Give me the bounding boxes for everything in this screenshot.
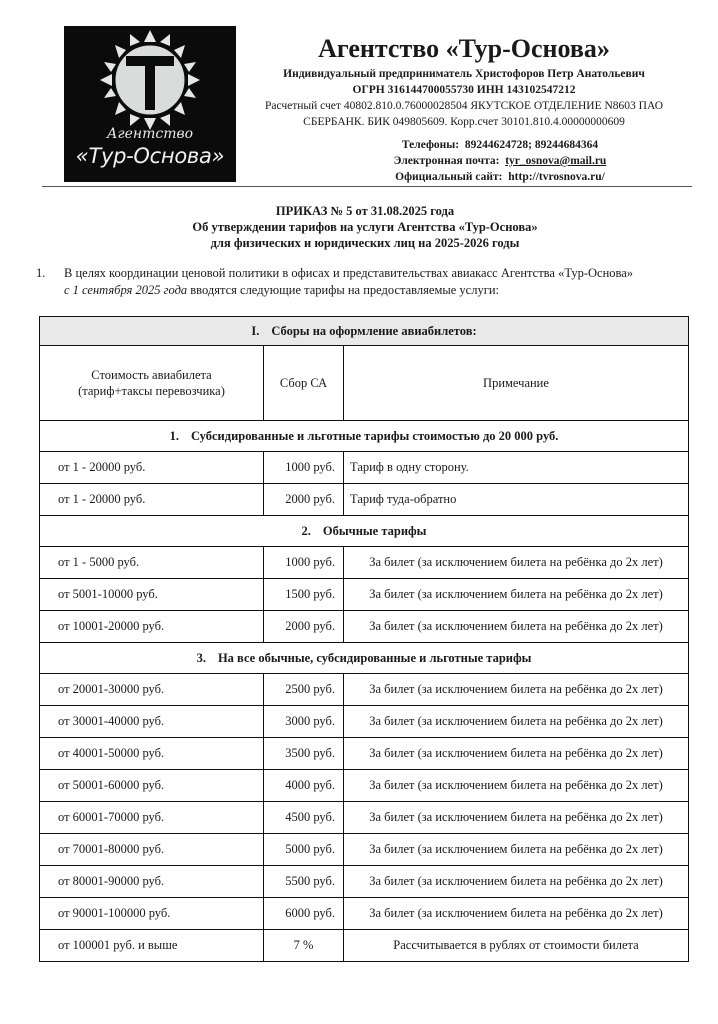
table-title-number: I. <box>251 323 260 338</box>
table-row: от 5001-10000 руб. 1500 руб. За билет (за исключением билета на ребёнка до 2х лет) <box>40 579 689 611</box>
table-row: от 10001-20000 руб. 2000 руб. За билет (за исключением билета на ребёнка до 2х лет) <box>40 611 689 643</box>
table-row: от 90001-100000 руб. 6000 руб. За билет (за исключением билета на ребёнка до 2х лет) <box>40 898 689 930</box>
email-label: Электронная почта: <box>393 155 500 167</box>
phones-label: Телефоны: <box>401 139 460 151</box>
col-header-note: Примечание <box>344 346 689 421</box>
table-row: от 1 - 5000 руб. 1000 руб. За билет (за исключением билета на ребёнка до 2х лет) <box>40 547 689 579</box>
table-row: от 70001-80000 руб. 5000 руб. За билет (за исключением билета на ребёнка до 2х лет) <box>40 834 689 866</box>
table-title-row <box>40 317 689 346</box>
paragraph-line-1: В целях координации ценовой политики в офисах и представительствах авиакасс Агентства «Тур-Основа» <box>64 266 634 280</box>
site-label: Официальный сайт: <box>395 171 503 183</box>
table-row: от 80001-90000 руб. 5500 руб. За билет (за исключением билета на ребёнка до 2х лет) <box>40 866 689 898</box>
phones-line <box>300 137 700 153</box>
table-header-row <box>40 346 689 421</box>
email-link[interactable]: tyr_osnova@mail.ru <box>505 155 607 167</box>
table-row: от 100001 руб. и выше 7 % Рассчитывается в рублях от стоимости билета <box>40 930 689 962</box>
letterhead <box>236 28 692 130</box>
paragraph-number: 1. <box>36 266 46 280</box>
section-row: 3. На все обычные, субсидированные и льготные тарифы <box>40 643 689 674</box>
table-row: от 50001-60000 руб. 4000 руб. За билет (за исключением билета на ребёнка до 2х лет) <box>40 770 689 802</box>
table-row: от 20001-30000 руб. 2500 руб. За билет (за исключением билета на ребёнка до 2х лет) <box>40 674 689 706</box>
sun-t-logo-icon <box>64 26 236 136</box>
table-row: от 1 - 20000 руб. 1000 руб. Тариф в одну сторону. <box>40 452 689 484</box>
order-subtitle-1: Об утверждении тарифов на услуги Агентства «Тур-Основа» <box>192 220 538 234</box>
contacts-block <box>300 137 700 185</box>
order-heading <box>120 203 610 251</box>
table-row: от 60001-70000 руб. 4500 руб. За билет (за исключением билета на ребёнка до 2х лет) <box>40 802 689 834</box>
bank-details-line1: Расчетный счет 40802.810.0.76000028504 ЯКУТСКОЕ ОТДЕЛЕНИЕ N8603 ПАО <box>264 100 664 112</box>
phones-value: 89244624728; 89244684364 <box>464 139 599 151</box>
company-title: Агентство «Тур-Основа» <box>318 34 610 63</box>
company-logo <box>64 26 236 182</box>
ogrn-inn: ОГРН 316144700055730 ИНН 143102547212 <box>352 84 576 96</box>
order-title: ПРИКАЗ № 5 от 31.08.2025 года <box>275 204 455 218</box>
paragraph-line-2: с 1 сентября 2025 года вводятся следующие тарифы на предоставляемые услуги: <box>64 283 499 297</box>
site-link[interactable]: http://tvrosnova.ru/ <box>508 171 605 183</box>
header-divider <box>42 186 692 187</box>
paragraph-text <box>64 265 714 299</box>
col-header-fee: Сбор СА <box>264 346 344 421</box>
table-row: от 1 - 20000 руб. 2000 руб. Тариф туда-обратно <box>40 484 689 516</box>
email-line <box>300 153 700 169</box>
logo-agency-text: Агентство <box>106 126 194 142</box>
section-row: 2. Обычные тарифы <box>40 516 689 547</box>
table-row: от 30001-40000 руб. 3000 руб. За билет (за исключением билета на ребёнка до 2х лет) <box>40 706 689 738</box>
bank-details-line2: СБЕРБАНК. БИК 049805609. Корр.счет 30101.810.4.00000000609 <box>303 116 625 128</box>
fees-table <box>39 316 689 962</box>
logo-brand-text: «Тур-Основа» <box>75 144 225 168</box>
table-row: от 40001-50000 руб. 3500 руб. За билет (за исключением билета на ребёнка до 2х лет) <box>40 738 689 770</box>
section-row: 1. Субсидированные и льготные тарифы стоимостью до 20 000 руб. <box>40 421 689 452</box>
table-title: Сборы на оформление авиабилетов: <box>271 323 477 338</box>
order-subtitle-2: для физических и юридических лиц на 2025-2026 годы <box>210 236 520 250</box>
entrepreneur-name: Индивидуальный предприниматель Христофоров Петр Анатольевич <box>283 68 645 80</box>
site-line <box>300 169 700 185</box>
effective-date: с 1 сентября 2025 года <box>64 283 188 297</box>
col-header-price: Стоимость авиабилета (тариф+таксы перевозчика) <box>40 346 264 421</box>
